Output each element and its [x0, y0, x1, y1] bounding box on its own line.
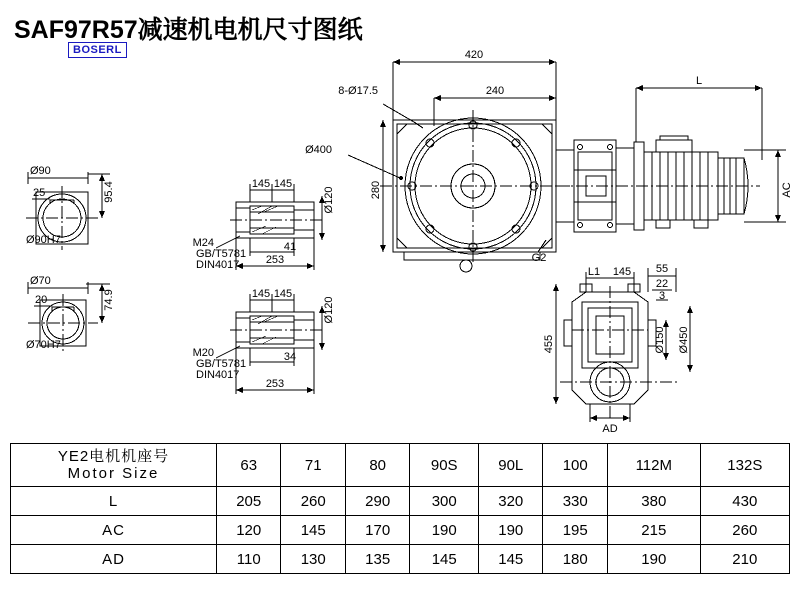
- table-header-label: [11, 444, 217, 487]
- cell-AC-2: 170: [345, 516, 409, 545]
- dim-d150: Ø150: [654, 326, 666, 354]
- dim-d120-b: Ø120: [323, 296, 335, 324]
- dim-3: 3: [658, 290, 666, 302]
- cell-L-2: 290: [345, 487, 409, 516]
- dim-34: 34: [283, 351, 297, 363]
- dim-240: 240: [485, 85, 505, 97]
- brand-logo: BOSERL: [68, 42, 127, 58]
- dim-145-c: 145: [251, 288, 271, 300]
- table-size-5: 100: [543, 444, 607, 487]
- table-size-1: 71: [281, 444, 345, 487]
- dim-L: L: [695, 75, 703, 87]
- dim-145-b: 145: [273, 178, 293, 190]
- table-row: [11, 487, 790, 516]
- dim-G2: G2: [531, 252, 547, 264]
- dim-d120-a: Ø120: [323, 186, 335, 214]
- dim-55: 55: [655, 263, 669, 275]
- cell-L-5: 330: [543, 487, 607, 516]
- dim-74-9: 74.9: [103, 289, 115, 311]
- label-din4017-a: DIN4017: [196, 259, 240, 271]
- cell-AD-7: 210: [700, 545, 789, 574]
- row-label-L: L: [11, 487, 217, 516]
- cell-AC-4: 190: [479, 516, 543, 545]
- dim-145-e: 145: [612, 266, 632, 278]
- label-M24: M24: [192, 237, 214, 249]
- dim-d400: Ø400: [305, 144, 332, 156]
- cell-L-7: 430: [700, 487, 789, 516]
- dim-20: 20: [35, 294, 48, 306]
- cell-AD-5: 180: [543, 545, 607, 574]
- dim-d90: Ø90: [30, 165, 51, 177]
- table-row: [11, 545, 790, 574]
- dim-280: 280: [370, 180, 382, 200]
- cell-AD-2: 135: [345, 545, 409, 574]
- dim-145-a: 145: [251, 178, 271, 190]
- cell-AC-6: 215: [607, 516, 700, 545]
- dim-d70: Ø70: [30, 275, 51, 287]
- cell-L-0: 205: [217, 487, 281, 516]
- cell-AC-7: 260: [700, 516, 789, 545]
- table-size-3: 90S: [410, 444, 479, 487]
- table-size-2: 80: [345, 444, 409, 487]
- label-din4017-b: DIN4017: [196, 369, 240, 381]
- table-size-6: 112M: [607, 444, 700, 487]
- dim-95-4: 95.4: [103, 181, 115, 203]
- row-label-AD: AD: [11, 545, 217, 574]
- dim-8-holes: 8-Ø17.5: [338, 85, 378, 97]
- cell-AD-4: 145: [479, 545, 543, 574]
- dim-d450: Ø450: [678, 326, 690, 354]
- table-row: [11, 516, 790, 545]
- table-header-line1: YE2电机机座号: [57, 448, 170, 465]
- dim-145-d: 145: [273, 288, 293, 300]
- dim-L1: L1: [587, 266, 601, 278]
- cell-L-6: 380: [607, 487, 700, 516]
- dim-253-b: 253: [265, 378, 285, 390]
- dim-AD: AD: [602, 423, 618, 435]
- cell-AC-5: 195: [543, 516, 607, 545]
- dim-41: 41: [283, 241, 297, 253]
- dim-22: 22: [655, 278, 669, 290]
- cell-L-1: 260: [281, 487, 345, 516]
- table-size-0: 63: [217, 444, 281, 487]
- dim-25: 25: [33, 187, 46, 199]
- cell-L-3: 300: [410, 487, 479, 516]
- cell-AD-3: 145: [410, 545, 479, 574]
- table-size-7: 132S: [700, 444, 789, 487]
- cell-AD-1: 130: [281, 545, 345, 574]
- dim-AC: AC: [781, 182, 793, 198]
- motor-size-table: [10, 443, 790, 574]
- label-M20: M20: [192, 347, 214, 359]
- table-header-line2: Motor Size: [67, 465, 160, 482]
- cell-L-4: 320: [479, 487, 543, 516]
- row-label-AC: AC: [11, 516, 217, 545]
- dim-d70h7: Ø70H7: [26, 339, 61, 351]
- cell-AD-0: 110: [217, 545, 281, 574]
- cell-AD-6: 190: [607, 545, 700, 574]
- page-title: SAF97R57减速机电机尺寸图纸: [14, 16, 363, 44]
- dim-253-a: 253: [265, 254, 285, 266]
- dim-d90h7: Ø90H7: [26, 234, 61, 246]
- dim-420: 420: [464, 49, 484, 61]
- cell-AC-0: 120: [217, 516, 281, 545]
- cell-AC-1: 145: [281, 516, 345, 545]
- label-gb5781-b: GB/T5781: [196, 358, 247, 370]
- dim-455: 455: [543, 334, 555, 354]
- cell-AC-3: 190: [410, 516, 479, 545]
- label-gb5781-a: GB/T5781: [196, 248, 247, 260]
- table-row-header: [11, 444, 790, 487]
- table-size-4: 90L: [479, 444, 543, 487]
